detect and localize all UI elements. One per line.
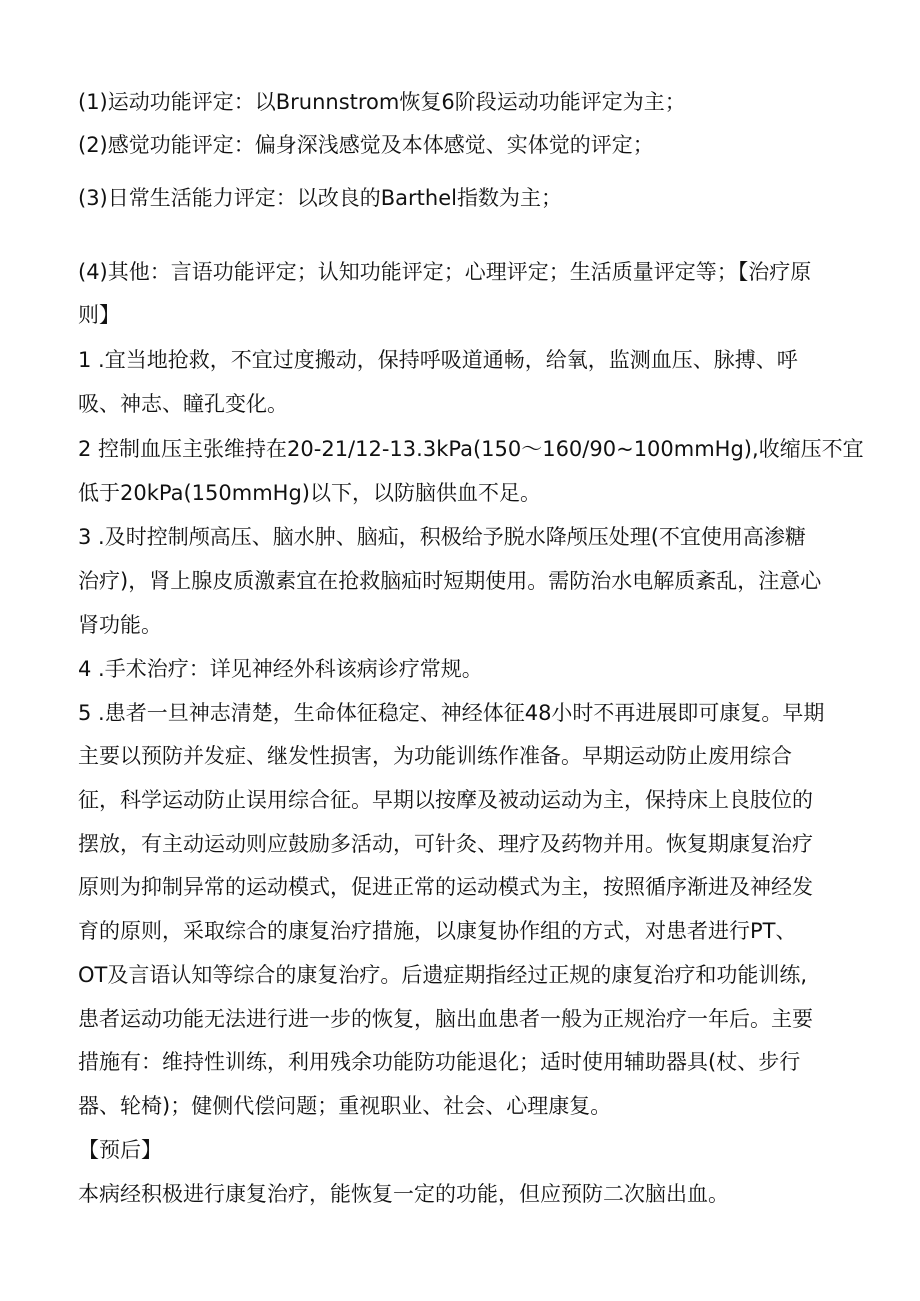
text-line-item-4: 4 .手术治疗：详见神经外科该病诊疗常规。	[78, 657, 483, 681]
text-line-item-5j: 器、轮椅)；健侧代偿问题；重视职业、社会、心理康复。	[78, 1094, 612, 1118]
text-line-assessment-1: (1)运动功能评定：以Brunnstrom恢复6阶段运动功能评定为主；	[78, 90, 686, 114]
text-line-item-5a: 5 .患者一旦神志清楚，生命体征稳定、神经体征48小时不再进展即可康复。早期	[78, 701, 825, 725]
text-line-item-2a: 2 控制血压主张维持在20-21/12-13.3kPa(150～160/90~100mmHg),收缩压不宜	[78, 437, 864, 461]
section-heading-prognosis: 【预后】	[78, 1138, 162, 1162]
text-line-item-1b: 吸、神志、瞳孔变化。	[78, 392, 288, 416]
text-line-item-3c: 肾功能。	[78, 613, 162, 637]
text-line-treatment-heading-end: 则】	[78, 303, 120, 327]
text-line-item-5i: 措施有：维持性训练，利用残余功能防功能退化；适时使用辅助器具(杖、步行	[78, 1050, 801, 1074]
text-line-item-5b: 主要以预防并发症、继发性损害，为功能训练作准备。早期运动防止废用综合	[78, 744, 792, 768]
text-line-prognosis: 本病经积极进行康复治疗，能恢复一定的功能，但应预防二次脑出血。	[78, 1182, 729, 1206]
text-line-item-5e: 原则为抑制异常的运动模式，促进正常的运动模式为主，按照循序渐进及神经发	[78, 875, 813, 899]
text-line-item-5h: 患者运动功能无法进行进一步的恢复，脑出血患者一般为正规治疗一年后。主要	[78, 1007, 813, 1031]
text-line-item-1a: 1 .宜当地抢救，不宜过度搬动，保持呼吸道通畅，给氧，监测血压、脉搏、呼	[78, 348, 798, 372]
text-line-item-5c: 征，科学运动防止误用综合征。早期以按摩及被动运动为主，保持床上良肢位的	[78, 788, 813, 812]
text-line-item-2b: 低于20kPa(150mmHg)以下，以防脑供血不足。	[78, 481, 541, 505]
text-line-assessment-3: (3)日常生活能力评定：以改良的Barthel指数为主；	[78, 186, 562, 210]
text-line-item-5d: 摆放，有主动运动则应鼓励多活动，可针灸、理疗及药物并用。恢复期康复治疗	[78, 832, 813, 856]
text-line-item-3b: 治疗)，肾上腺皮质激素宜在抢救脑疝时短期使用。需防治水电解质紊乱，注意心	[78, 569, 822, 593]
text-line-item-3a: 3 .及时控制颅高压、脑水肿、脑疝，积极给予脱水降颅压处理(不宜使用高渗糖	[78, 525, 806, 549]
text-line-item-5f: 育的原则，采取综合的康复治疗措施，以康复协作组的方式，对患者进行PT、	[78, 919, 797, 943]
text-line-item-5g: OT及言语认知等综合的康复治疗。后遗症期指经过正规的康复治疗和功能训练,	[78, 963, 808, 987]
text-line-assessment-2: (2)感觉功能评定：偏身深浅感觉及本体感觉、实体觉的评定；	[78, 133, 654, 157]
text-line-assessment-4: (4)其他：言语功能评定；认知功能评定；心理评定；生活质量评定等；【治疗原	[78, 260, 812, 284]
